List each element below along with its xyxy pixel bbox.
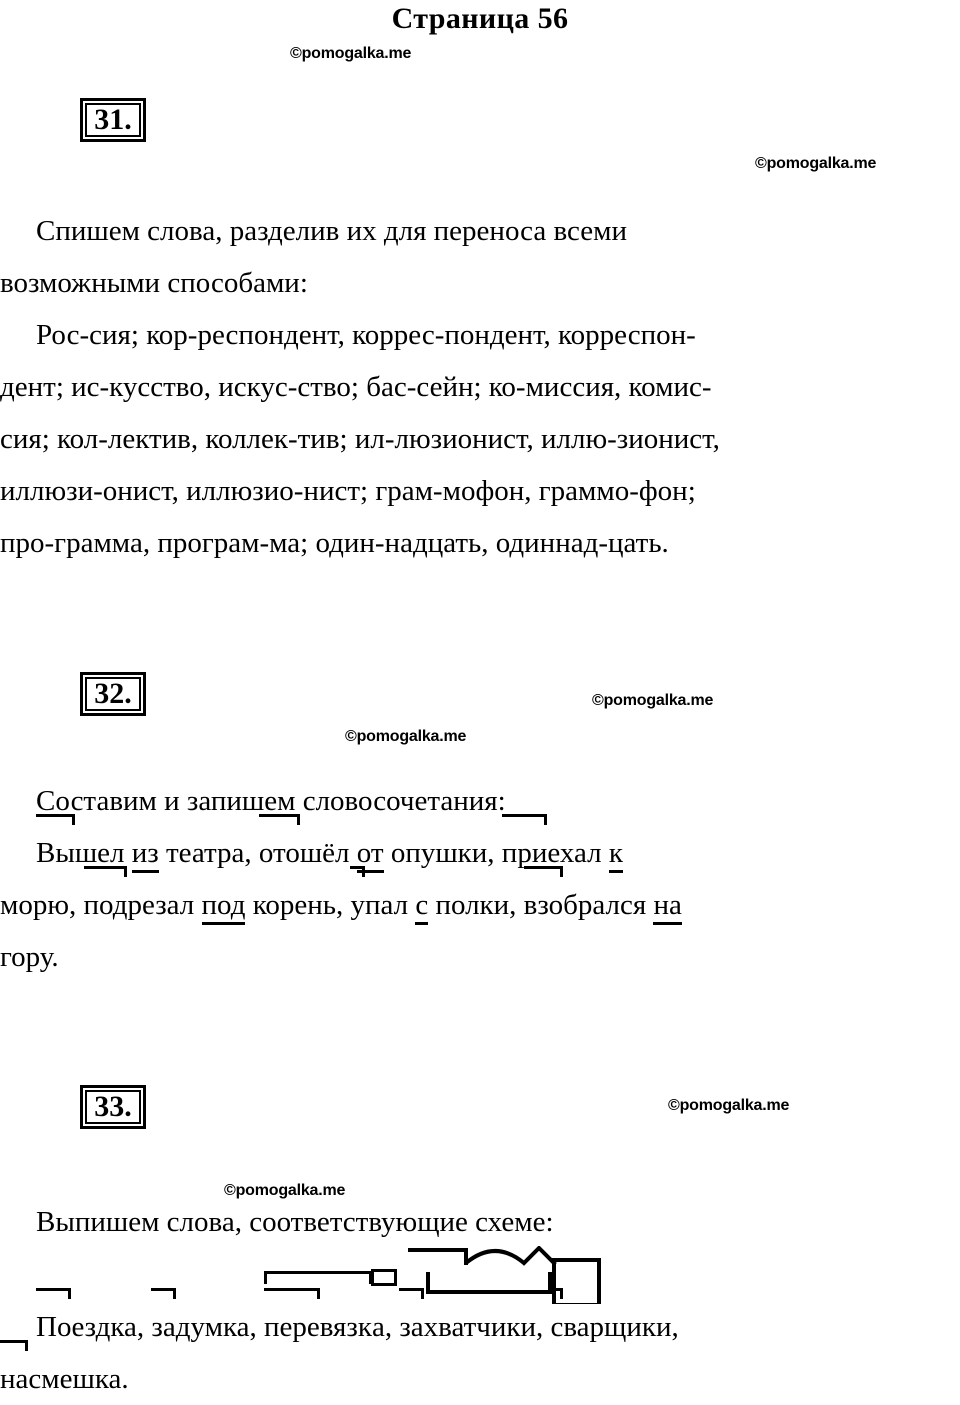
prefix-bracket: с [550,1301,563,1353]
exercise-33-prompt-line-1: Выпишем слова, соответствующие схеме: [36,1206,554,1238]
word-rest: хватчики, [423,1311,544,1343]
watermark: ©pomogalka.me [755,155,877,172]
annotated-word [350,879,408,931]
exercise-31-answer [0,309,935,569]
answer-line: Рос-сия; кор-респондент, коррес-пондент, корреспон- [36,319,696,351]
exercise-number-33: 33. [83,1088,143,1126]
preposition-underlined: с [415,889,428,925]
exercise-31-prompt-line-2: возможными способами: [0,267,308,299]
annotated-word [36,827,125,879]
line-lead: морю, [0,889,77,921]
word-tail: корень, [252,889,344,921]
preposition-underlined: к [609,837,623,873]
word-rest: шел [74,837,125,869]
word-rest: резал [127,889,195,921]
watermark: ©pomogalka.me [345,728,467,745]
annotated-word [399,1301,543,1353]
answer-line: про-грамма, програм-ма; один-надцать, одиннад-цать. [0,527,669,559]
page-title: Страница 56 [391,2,569,35]
exercise-32-answer-line-1 [0,827,935,879]
prefix-bracket: за [399,1301,423,1353]
exercise-31-prompt-line-1: Спишем слова, разделив их для переноса всеми [36,215,628,247]
annotated-word [502,827,602,879]
annotated-word [550,1301,678,1353]
exercise-32-prompt [0,775,930,827]
morpheme-scheme-diagram [408,1246,608,1309]
word-tail: опушки, [390,837,495,869]
watermark: ©pomogalka.me [592,692,714,709]
exercise-32-answer-line-2 [0,879,935,931]
preposition-underlined: на [653,889,681,925]
exercise-32-prompt-line-1: Составим и запишем словосочетания: [36,785,506,817]
answer-line: дент; ис-кусство, искус-ство; бас-сейн; ко-миссия, комис- [0,371,712,403]
exercise-number-badge-33 [80,1085,146,1129]
exercise-33-words-line-1 [0,1301,940,1353]
ending-box: а [372,1301,385,1353]
answer-line: сия; кол-лектив, коллек-тив; ил-люзионист, иллю-зионист, [0,423,720,455]
word-tail: театра, [166,837,252,869]
word-punct: , [384,1311,393,1343]
prefix-bracket: за [151,1301,175,1353]
prefix-bracket: Вы [36,827,75,879]
word-tail: полки, [435,889,517,921]
annotated-word [84,879,195,931]
exercise-number-31: 31. [83,101,143,139]
word-rest: думка, [175,1311,257,1343]
prefix-bracket: под [84,879,128,931]
word-rest: брался [563,889,647,921]
preposition-underlined: от [357,837,384,873]
exercise-number-32: 32. [83,675,143,713]
exercise-31-prompt [0,205,930,309]
word-rest: варщики, [563,1311,679,1343]
preposition-underlined: под [202,889,246,925]
annotated-word [259,827,350,879]
prefix-bracket: взо [524,879,563,931]
exercise-number-badge-31 [80,98,146,142]
base-bracket-start [264,1301,372,1353]
exercise-33-words-line-2 [0,1353,940,1405]
exercise-32-answer-line-3: гору. [0,941,59,973]
watermark: ©pomogalka.me [290,45,412,62]
word-rest: смешка. [28,1363,129,1395]
prefix-bracket: на [0,1353,28,1405]
exercise-33-prompt [0,1196,930,1248]
annotated-word [151,1301,256,1353]
prefix-bracket: пере [264,1301,320,1353]
word-rest: ездка, [71,1311,145,1343]
prefix-bracket: у [350,879,365,931]
answer-line: иллюзи-онист, иллюзио-нист; грам-мофон, граммо-фон; [0,475,696,507]
word-rest: пал [364,889,409,921]
annotated-word [524,879,647,931]
preposition-underlined: из [132,837,159,873]
watermark: ©pomogalka.me [668,1097,790,1114]
word-rest: ехал [547,837,602,869]
base-bracket-end: вязк [320,1301,372,1353]
exercise-number-badge-32 [80,672,146,716]
annotated-word [36,1301,144,1353]
prefix-bracket: при [502,827,548,879]
annotated-word [0,1353,129,1405]
prefix-bracket: ото [259,827,300,879]
word-rest: шёл [299,837,350,869]
watermark: ©pomogalka.me [224,1182,346,1199]
annotated-word-with-scheme [264,1301,392,1353]
prefix-bracket: По [36,1301,71,1353]
